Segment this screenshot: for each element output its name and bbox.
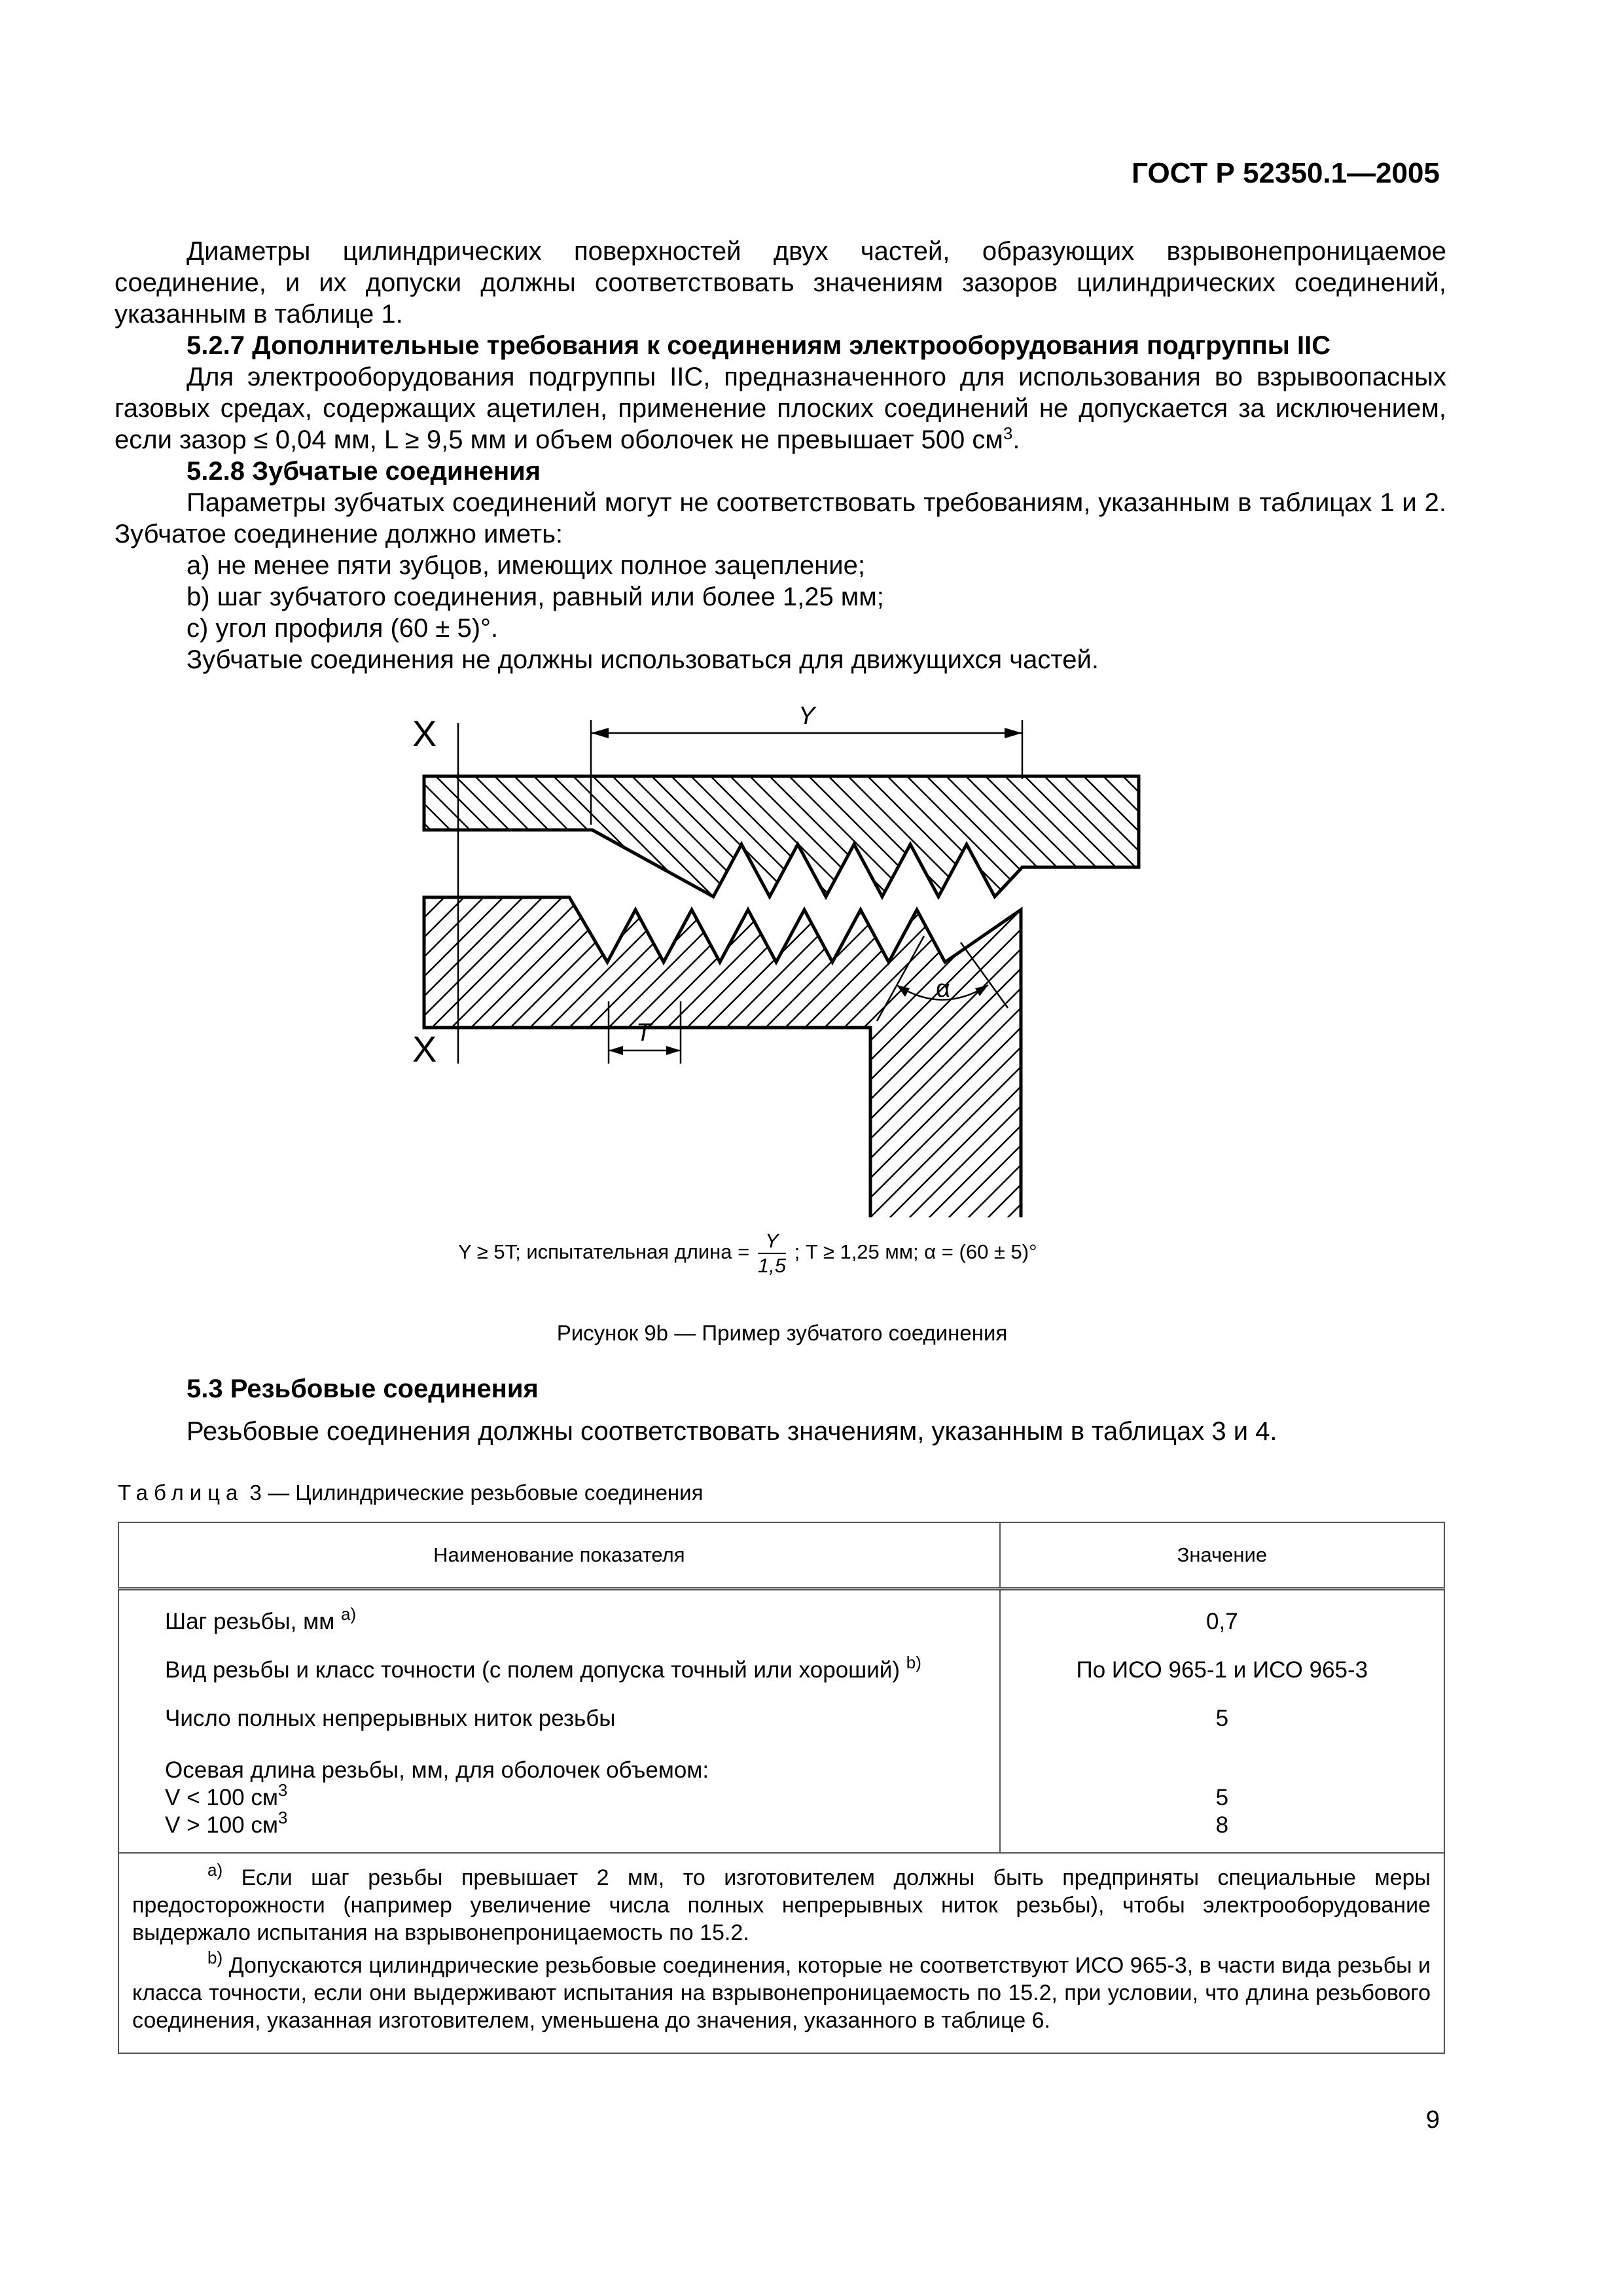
row-volume-lt-100 xyxy=(165,1780,999,1812)
label-t: T xyxy=(636,1019,652,1047)
page-number: 9 xyxy=(1425,2106,1440,2134)
row-volume-gt-100-label: V > 100 см xyxy=(165,1812,278,1838)
paragraph-diameters: Диаметры цилиндрических поверхностей двух частей, образующих взрывонепроницаемое соединение, и их допуски должны соответствовать значениям зазоров цилиндрических соединений, указанным в таблице 1. xyxy=(115,237,1446,329)
table-3-title-prefix: Таблица xyxy=(118,1480,244,1505)
formula-part2: ; T ≥ 1,25 мм; α = (60 ± 5)° xyxy=(794,1240,1037,1264)
paragraph-iic-text: Для электрооборудования подгруппы IIC, предназначенного для использования во взрывоопасных газовых средах, содержащих ацетилен, применение плоских соединений не допускается за исключением, если зазор ≤ 0,04 мм, L ≥ 9,5 мм и объем оболочек не превышает 500 см xyxy=(115,363,1446,454)
figure-caption: Рисунок 9b — Пример зубчатого соединения xyxy=(556,1321,1008,1345)
table-notes xyxy=(118,1853,1444,2053)
formula-fraction xyxy=(758,1229,786,1278)
row-volume-gt-100 xyxy=(165,1808,999,1839)
row-axial-length: Осевая длина резьбы, мм, для оболочек объемом: xyxy=(165,1757,709,1783)
section-5-3-title: 5.3 Резьбовые соединения xyxy=(187,1374,539,1403)
table-header-name: Наименование показателя xyxy=(118,1522,1000,1589)
section-5-3-text: Резьбовые соединения должны соответствовать значениям, указанным в таблицах 3 и 4. xyxy=(187,1417,1277,1446)
footnote-mark-a: a) xyxy=(341,1604,357,1624)
list-item-a: a) не менее пяти зубцов, имеющих полное зацепление; xyxy=(187,551,865,580)
superscript-cm3: 3 xyxy=(277,1780,288,1800)
value-volume-lt-100: 5 xyxy=(1215,1785,1229,1810)
row-thread-count: Число полных непрерывных ниток резьбы xyxy=(165,1706,616,1731)
superscript-cm3: 3 xyxy=(1003,423,1013,443)
upper-part xyxy=(424,776,1139,897)
note-b-mark: b) xyxy=(207,1948,223,1967)
list-item-b: b) шаг зубчатого соединения, равный или более 1,25 мм; xyxy=(187,583,884,611)
note-a-mark: a) xyxy=(207,1860,223,1880)
list-item-c: c) угол профиля (60 ± 5)°. xyxy=(187,614,499,643)
formula-numerator: Y xyxy=(758,1229,786,1254)
formula-part1: Y ≥ 5T; испытательная длина = xyxy=(458,1240,750,1264)
heading-5-2-7: 5.2.7 Дополнительные требования к соединениям электрооборудования подгруппы IIC xyxy=(187,331,1331,360)
paragraph-toothed: Параметры зубчатых соединений могут не соответствовать требованиям, указанным в таблицах 1 и 2. Зубчатое соединение должно иметь: xyxy=(115,488,1446,548)
table-row xyxy=(118,1589,1444,1854)
toothed-joint-figure xyxy=(393,694,1158,1217)
label-x-bottom: X xyxy=(412,1028,437,1069)
table-3-title-rest: 3 — Цилиндрические резьбовые соединения xyxy=(243,1480,704,1505)
paragraph-iic: Для электрооборудования подгруппы IIC, предназначенного для использования во взрывоопасных газовых средах, содержащих ацетилен, применение плоских соединений не допускается за исключением, если зазор ≤ 0,04 мм, L ≥ 9,5 мм и объем оболочек не превышает 500 $см^3$. xyxy=(115,363,1446,454)
row-thread-type-label: Вид резьбы и класс точности (с полем допуска точный или хороший) xyxy=(165,1657,901,1683)
label-alpha: α xyxy=(936,975,950,1003)
table-header-row xyxy=(118,1522,1444,1589)
footnote-mark-b: b) xyxy=(906,1653,921,1672)
document-header: ГОСТ Р 52350.1—2005 xyxy=(1132,157,1440,189)
table-3 xyxy=(118,1522,1445,2054)
value-thread-count: 5 xyxy=(1215,1706,1229,1731)
row-volume-lt-100-label: V < 100 см xyxy=(165,1785,278,1810)
row-thread-pitch xyxy=(165,1604,999,1640)
note-b-text: Допускаются цилиндрические резьбовые соединения, которые не соответствуют ИСО 965-3, в части вида резьбы и класса точности, если они выдерживают испытания на взрывонепроницаемость по 15.2, при условии, что длина резьбового соединения, указанная изготовителем, уменьшена до значения, указанного в таблице 6. xyxy=(132,1953,1431,2033)
note-b xyxy=(132,1948,1431,2034)
note-a xyxy=(132,1860,1431,1946)
heading-5-2-8: 5.2.8 Зубчатые соединения xyxy=(187,457,541,486)
table-notes-row xyxy=(118,1853,1444,2053)
table-header-value: Значение xyxy=(1000,1522,1444,1589)
row-thread-type xyxy=(165,1652,999,1689)
value-thread-pitch: 0,7 xyxy=(1206,1609,1238,1634)
table-3-title xyxy=(118,1480,703,1505)
paragraph-moving-parts: Зубчатые соединения не должны использоваться для движущихся частей. xyxy=(187,645,1099,674)
table-values-cell xyxy=(1000,1589,1444,1854)
note-a-text: Если шаг резьбы превышает 2 мм, то изготовителем должны быть предприняты специальные меры предосторожности (например увеличение числа полных непрерывных ниток резьбы), чтобы электрооборудование выдержало испытания на взрывонепроницаемость по 15.2. xyxy=(132,1865,1431,1945)
lower-part xyxy=(424,897,1021,1217)
value-thread-type: По ИСО 965-1 и ИСО 965-3 xyxy=(1076,1657,1368,1683)
label-y: Y xyxy=(798,702,815,730)
formula-denominator: 1,5 xyxy=(757,1254,786,1277)
value-volume-gt-100: 8 xyxy=(1215,1812,1229,1838)
label-x-top: X xyxy=(412,713,437,754)
figure-formula xyxy=(458,1229,1037,1278)
row-thread-pitch-label: Шаг резьбы, мм xyxy=(165,1609,335,1634)
table-names-cell xyxy=(118,1589,1000,1854)
body-text xyxy=(115,236,1446,675)
superscript-cm3: 3 xyxy=(277,1808,288,1827)
